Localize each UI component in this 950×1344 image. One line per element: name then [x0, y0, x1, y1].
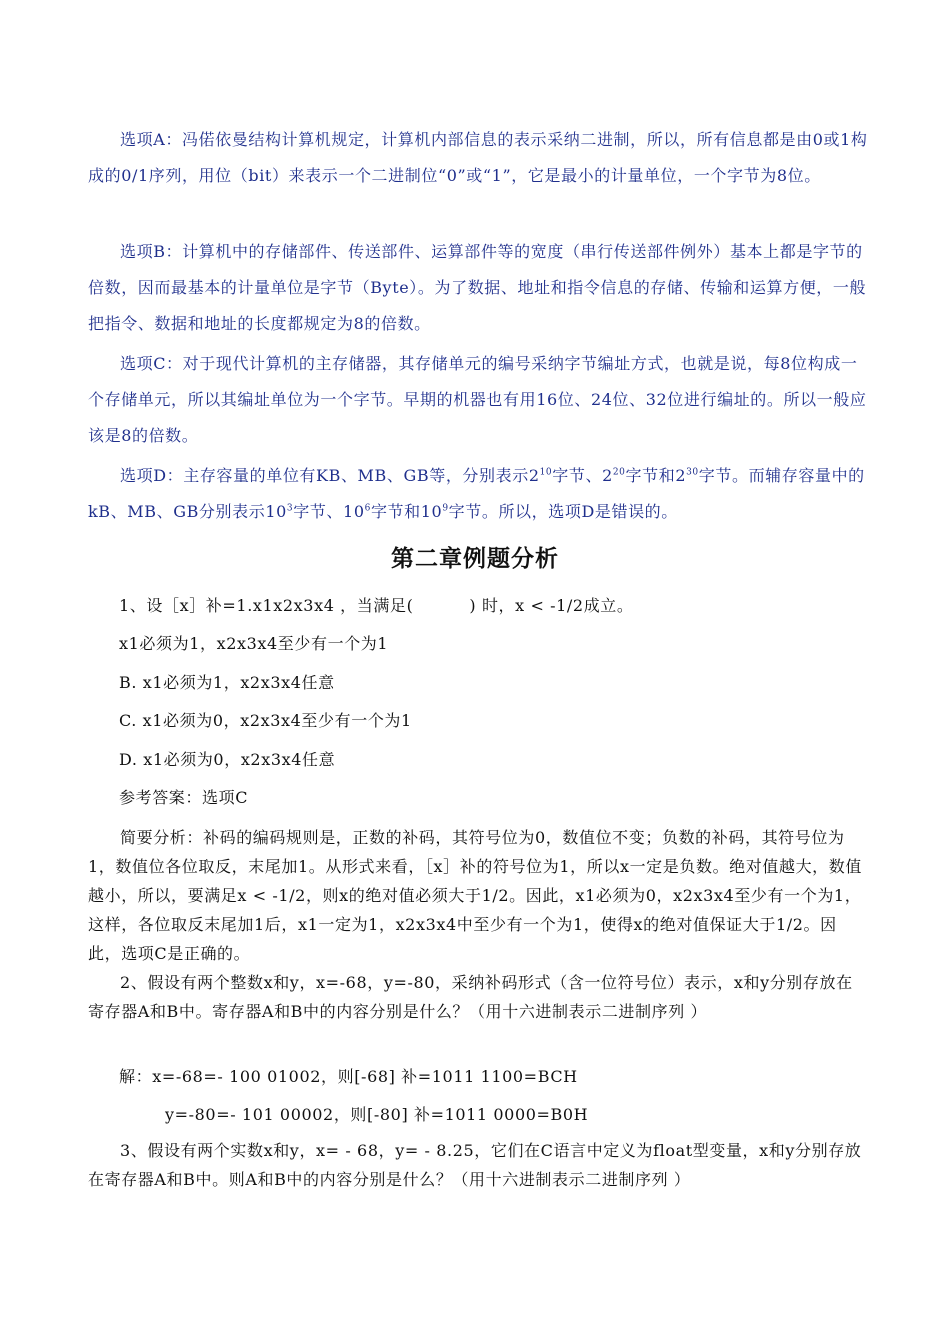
question-1-answer: 参考答案：选项C	[119, 788, 249, 807]
question-2-stem: 2、假设有两个整数x和y，x=-68，y=-80，采纳补码形式（含一位符号位）表示，x和y分别存放在寄存器A和B中。寄存器A和B中的内容分别是什么？（用十六进制表示二进制序列 ）	[88, 973, 853, 1021]
option-d-paragraph	[88, 458, 868, 530]
question-1-choice-a: x1必须为1，x2x3x4至少有一个为1	[119, 634, 389, 653]
option-b-paragraph: 选项B：计算机中的存储部件、传送部件、运算部件等的宽度（串行传送部件例外）基本上都是字节的倍数，因而最基本的计量单位是字节（Byte）。为了数据、地址和指令信息的存储、传输和运算方便，一般把指令、数据和地址的长度都规定为8的倍数。	[88, 242, 867, 333]
option-d-text: 字节。所以，选项D是错误的。	[448, 502, 678, 521]
question-2-solution-y: y=-80=- 101 00002，则[-80] 补=1011 0000=B0H	[165, 1105, 589, 1124]
question-1-analysis: 简要分析：补码的编码规则是，正数的补码，其符号位为0，数值位不变；负数的补码，其符号位为1，数值位各位取反，末尾加1。从形式来看，［x］补的符号位为1，所以x一定是负数。绝对值越大，数值越小，所以，要满足x < -1/2，则x的绝对值必须大于1/2。因此，x1必须为0，x2x3x4至少有一个为1，这样，各位取反末尾加1后，x1一定为1，x2x3x4中至少有一个为1，使得x的绝对值保证大于1/2。因此，选项C是正确的。	[88, 828, 862, 963]
superscript: 6	[364, 503, 371, 514]
option-d-text: 字节。而辅存容量中的kB、MB、GB分别表示10	[88, 466, 865, 521]
option-d-text: 字节、2	[552, 466, 613, 485]
question-3-stem: 3、假设有两个实数x和y，x= - 68，y= - 8.25，它们在C语言中定义为float型变量，x和y分别存放在寄存器A和B中。则A和B中的内容分别是什么？（用十六进制表示二进制序列 ）	[88, 1141, 862, 1189]
option-d-text: 选项D：主存容量的单位有KB、MB、GB等，分别表示2	[120, 466, 540, 485]
question-2-solution-x: 解：x=-68=- 100 01002，则[-68] 补=1011 1100=BCH	[119, 1067, 578, 1086]
option-c-paragraph: 选项C：对于现代计算机的主存储器，其存储单元的编号采纳字节编址方式，也就是说，每8位构成一个存储单元，所以其编址单位为一个字节。早期的机器也有用16位、24位、32位进行编址的。所以一般应该是8的倍数。	[88, 354, 867, 445]
superscript: 9	[442, 503, 449, 514]
option-a-paragraph: 选项A：冯偌依曼结构计算机规定，计算机内部信息的表示采纳二进制，所以，所有信息都是由0或1构成的0/1序列，用位（bit）来表示一个二进制位“0”或“1”，它是最小的计量单位，一个字节为8位。	[88, 130, 868, 185]
option-d-text: 字节和2	[625, 466, 687, 485]
option-d-text: 字节、10	[293, 502, 365, 521]
superscript: 10	[539, 467, 553, 478]
question-1-stem-end: ) 时，x < -1/2成立。	[469, 596, 634, 615]
superscript: 3	[286, 503, 294, 514]
question-1-stem-start: 1、设［x］补=1.x1x2x3x4 ，当满足(	[119, 596, 414, 615]
question-1-choice-c: C. x1必须为0，x2x3x4至少有一个为1	[119, 711, 412, 730]
superscript: 30	[686, 467, 699, 478]
chapter-title: 第二章例题分析	[391, 546, 559, 572]
question-1-choice-d: D. x1必须为0，x2x3x4任意	[119, 750, 336, 769]
question-1-choice-b: B. x1必须为1，x2x3x4任意	[119, 673, 335, 692]
option-d-text: 字节和10	[370, 502, 443, 521]
question-1-stem	[119, 594, 634, 618]
superscript: 20	[612, 467, 626, 478]
